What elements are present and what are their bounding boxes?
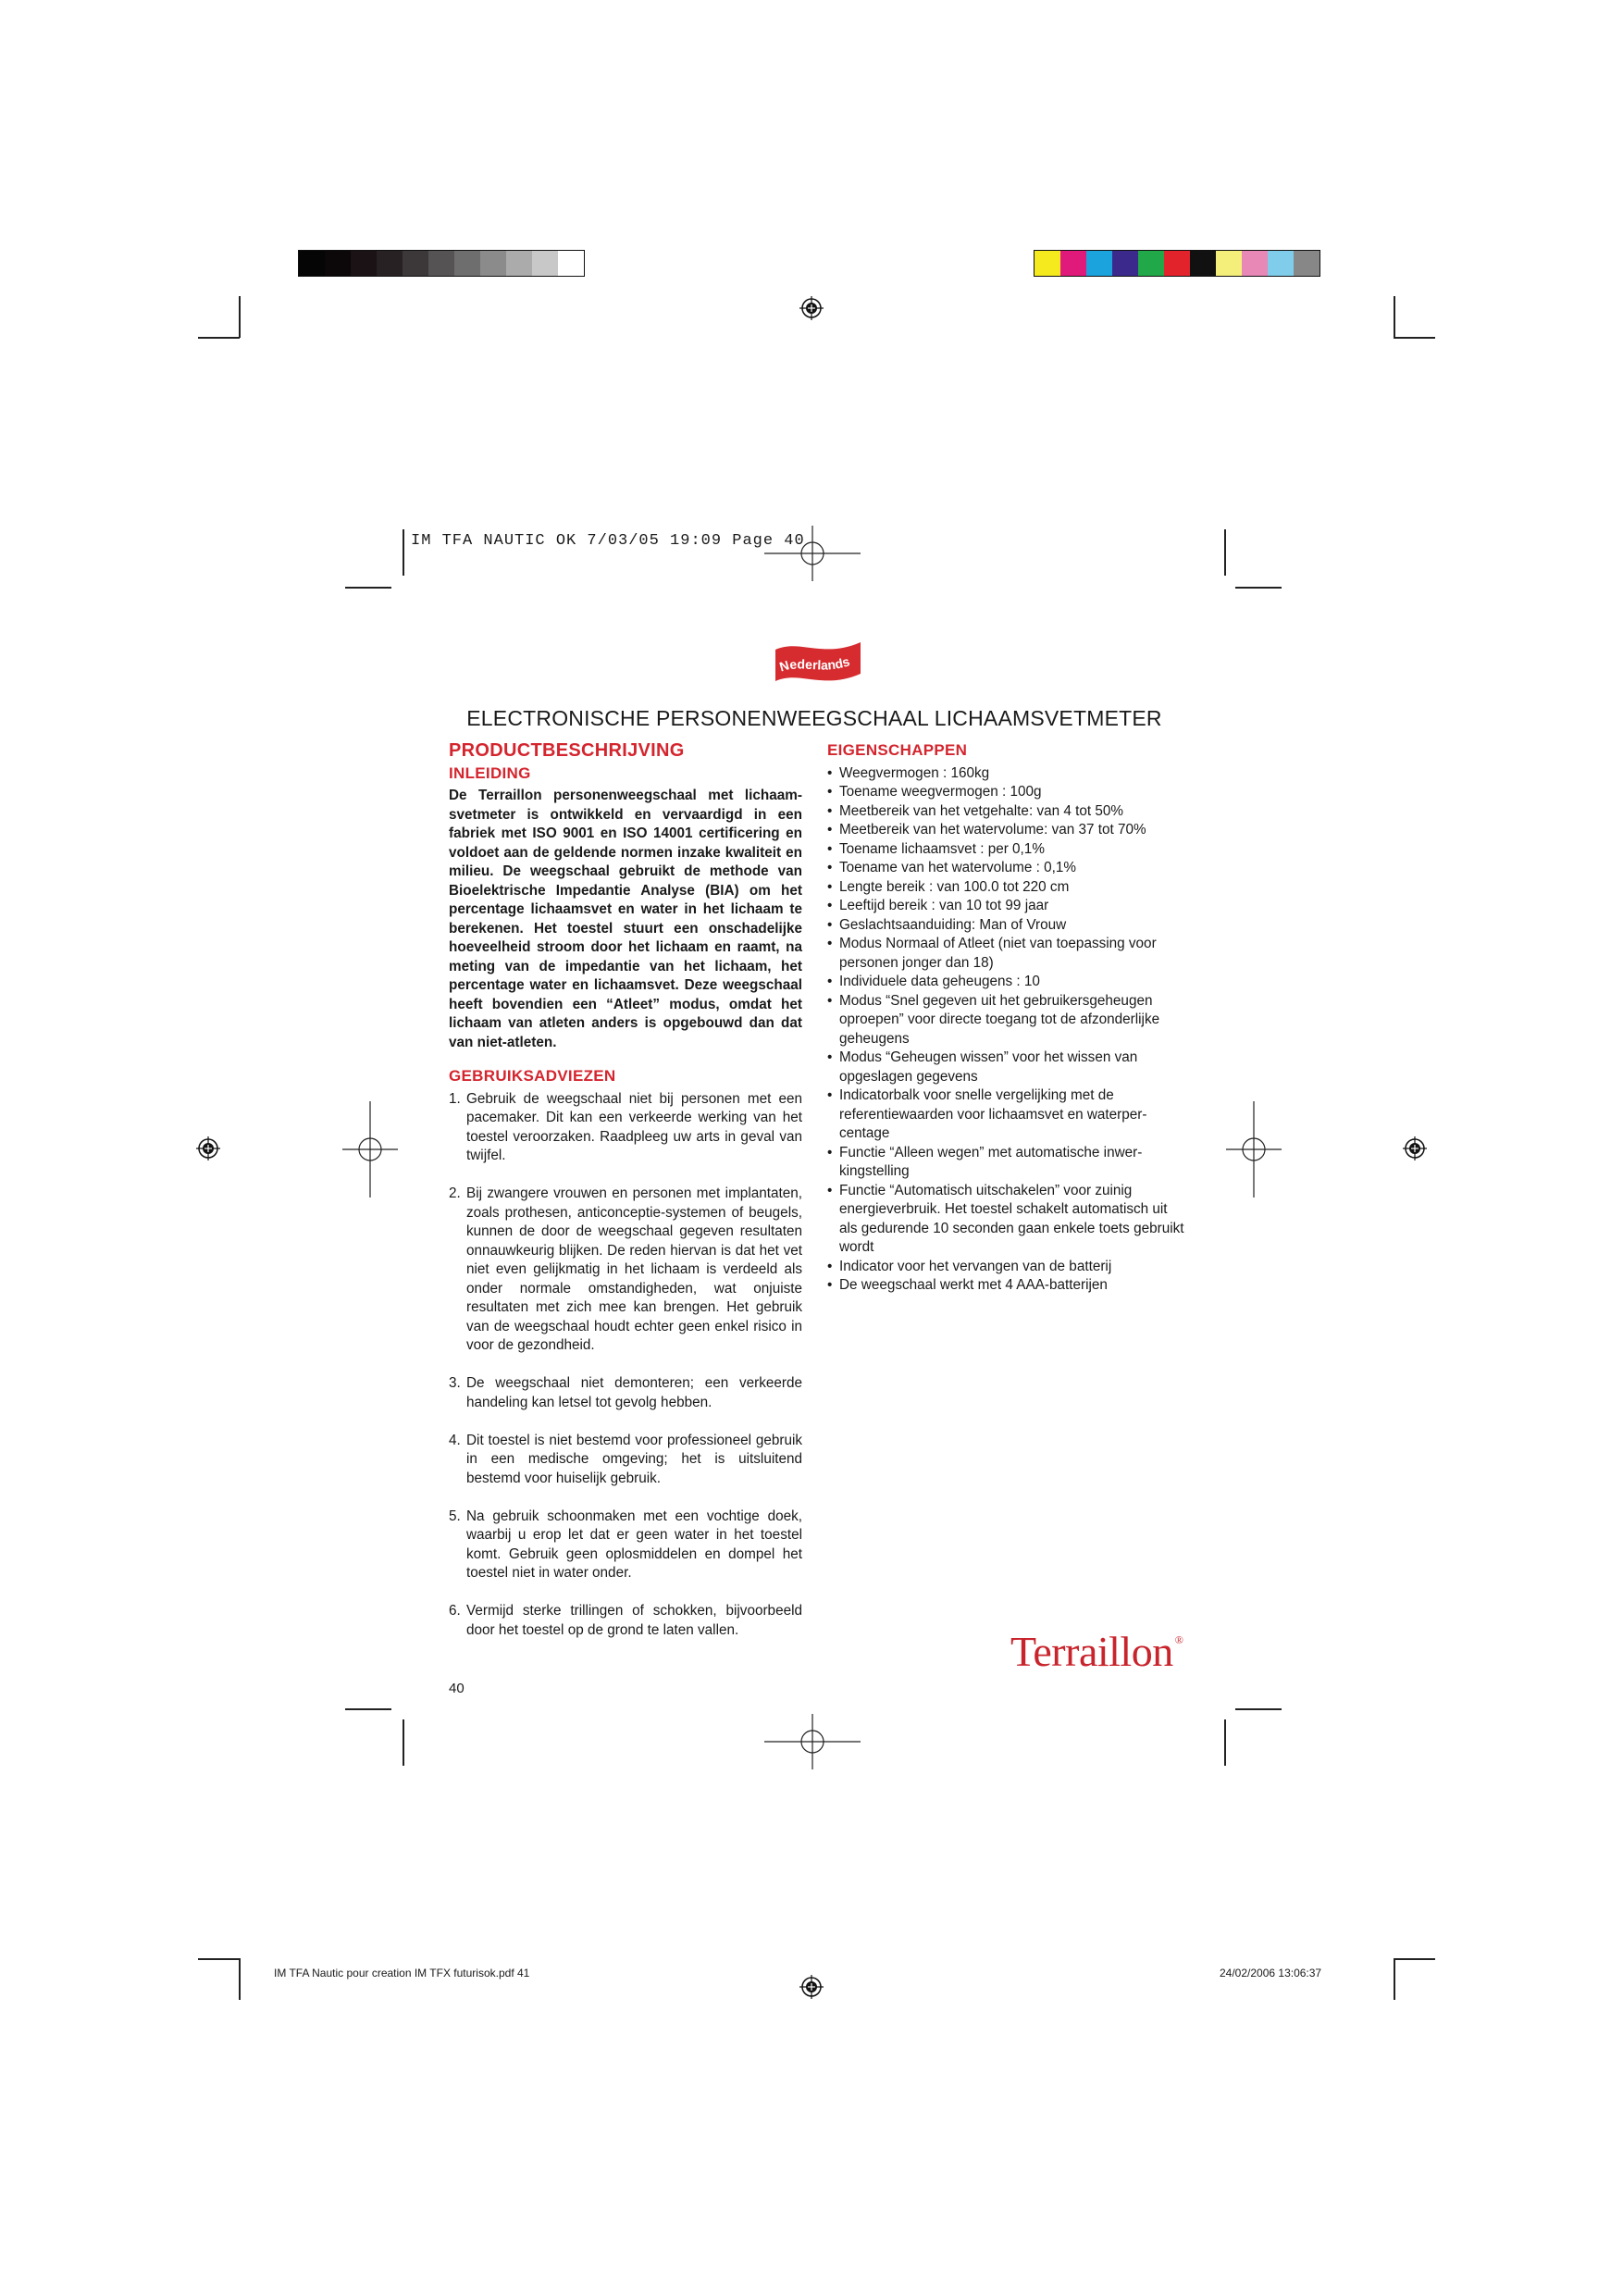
trim-mark — [1224, 529, 1226, 576]
crop-mark — [1394, 296, 1395, 338]
usage-advice-list — [449, 1090, 802, 1641]
crosshair-mark-icon — [1226, 1101, 1282, 1198]
property-item: • Toename lichaamsvet : per 0,1% — [827, 840, 1188, 860]
advice-text: De weegschaal niet demonteren; een verkeerde handeling kan letsel tot gevolg hebben. — [466, 1375, 802, 1410]
brand-name: Terraillon — [1010, 1628, 1173, 1675]
right-column — [827, 741, 1188, 1296]
property-item: • Leeftijd bereik : van 10 tot 99 jaar — [827, 897, 1188, 916]
color-swatch — [1112, 251, 1138, 276]
page-number: 40 — [449, 1681, 465, 1696]
trim-mark — [345, 587, 391, 589]
trim-mark — [345, 1708, 391, 1710]
usage-advice-heading: GEBRUIKSADVIEZEN — [449, 1067, 616, 1085]
property-item: • Modus “Snel gegeven uit het gebruikersgeheugen oproepen” voor directe toegang tot de afzonderlijke geheugens — [827, 992, 1188, 1049]
registration-mark-icon — [1403, 1136, 1427, 1160]
color-swatch — [506, 251, 532, 276]
color-swatch — [403, 251, 428, 276]
crosshair-mark-icon — [342, 1101, 398, 1198]
registration-mark-icon — [799, 1975, 824, 1999]
language-tab-icon — [772, 637, 864, 689]
property-item: • Meetbereik van het watervolume: van 37 tot 70% — [827, 821, 1188, 840]
property-item: • Modus “Geheugen wissen” voor het wissen van opgeslagen gegevens — [827, 1049, 1188, 1086]
registration-mark-icon — [196, 1136, 220, 1160]
registered-mark: ® — [1174, 1633, 1183, 1646]
advice-number: 6. — [449, 1603, 461, 1619]
trim-mark — [403, 529, 404, 576]
color-swatch — [377, 251, 403, 276]
process-color-bar — [1034, 250, 1320, 277]
properties-list — [827, 764, 1188, 1296]
color-swatch — [1060, 251, 1086, 276]
advice-number: 3. — [449, 1375, 461, 1391]
advice-number: 2. — [449, 1185, 461, 1201]
color-swatch — [1268, 251, 1294, 276]
trim-mark — [403, 1719, 404, 1766]
property-item: • Indicator voor het vervangen van de batterij — [827, 1258, 1188, 1277]
color-swatch — [532, 251, 558, 276]
registration-mark-icon — [799, 296, 824, 320]
advice-item — [449, 1602, 802, 1640]
color-swatch — [1190, 251, 1216, 276]
crop-mark — [1394, 1958, 1435, 1960]
left-column — [449, 741, 802, 1659]
advice-text: Bij zwangere vrouwen en personen met implantaten, zoals prothesen, anticonceptie-systemen of beugels, kunnen de door de weegschaal gegeven resultaten onnauwkeurig blijken. De reden hiervan is dat het vet niet even gelijkmatig in het lichaam is verdeeld als onder normale omstandigheden, wat onjuiste resultaten met zich mee kan brengen. Het gebruik van de weegschaal houdt echter geen enkel risico in voor de gezondheid. — [466, 1185, 802, 1353]
crop-mark — [1394, 337, 1435, 339]
property-item: • Indicatorbalk voor snelle vergelijking met de referentiewaarden voor lichaamsvet en waterpercentage — [827, 1086, 1188, 1144]
crop-mark — [1394, 1958, 1395, 2000]
color-swatch — [1086, 251, 1112, 276]
property-item: • Weegvermogen : 160kg — [827, 764, 1188, 784]
color-swatch — [558, 251, 584, 276]
slug-line: IM TFA NAUTIC OK 7/03/05 19:09 Page 40 — [411, 532, 805, 550]
crosshair-mark-icon — [764, 1714, 861, 1769]
color-swatch — [1035, 251, 1060, 276]
color-swatch — [325, 251, 351, 276]
color-swatch — [1294, 251, 1319, 276]
property-item: • Individuele data geheugens : 10 — [827, 973, 1188, 992]
crop-mark — [239, 296, 241, 338]
crop-mark — [198, 337, 240, 339]
footer-timestamp: 24/02/2006 13:06:37 — [1220, 1967, 1322, 1980]
color-swatch — [1138, 251, 1164, 276]
property-item: • De weegschaal werkt met 4 AAA-batterijen — [827, 1276, 1188, 1296]
color-swatch — [454, 251, 480, 276]
introduction-heading: INLEIDING — [449, 763, 531, 782]
property-item: • Toename van het watervolume : 0,1% — [827, 859, 1188, 878]
document-title: ELECTRONISCHE PERSONENWEEGSCHAAL LICHAAMSVETMETER — [466, 706, 1162, 730]
advice-number: 1. — [449, 1090, 461, 1107]
terraillon-logo — [1010, 1627, 1183, 1676]
advice-text: Dit toestel is niet bestemd voor professioneel gebruik in een medische omgeving; het is uitsluitend bestemd voor huiselijk gebruik. — [466, 1432, 802, 1486]
introduction-text: De Terraillon personenweegschaal met lichaamsvetmeter is ontwikkeld en vervaardigd in een fabriek met ISO 9001 en ISO 14001 certificering en voldoet aan de geldende normen inzake kwaliteit en milieu. De weegschaal gebruikt de methode van Bioelektrische Impedantie Analyse (BIA) om het percentage lichaamsvet en water in het lichaam te berekenen. Het toestel stuurt een onschadelijke hoeveelheid stroom door het lichaam en raamt, na meting van de impedantie van het lichaam, het percentage water en lichaamsvet. Deze weegschaal heeft bovendien een “Atleet” modus, omdat het lichaam van atleten anders is opgebouwd dan dat van niet-atleten. — [449, 788, 802, 1050]
properties-heading: EIGENSCHAPPEN — [827, 741, 968, 759]
advice-item — [449, 1508, 802, 1583]
property-item: • Geslachtsaanduiding: Man of Vrouw — [827, 916, 1188, 936]
advice-text: Na gebruik schoonmaken met een vochtige doek, waarbij u erop let dat er geen water in het toestel komt. Gebruik geen oplosmiddelen en dompel het toestel niet in water onder. — [466, 1508, 802, 1581]
color-swatch — [1164, 251, 1190, 276]
property-item: • Meetbereik van het vetgehalte: van 4 tot 50% — [827, 802, 1188, 822]
crop-mark — [198, 1958, 240, 1960]
product-description-heading: PRODUCTBESCHRIJVING — [449, 740, 685, 761]
advice-text: Gebruik de weegschaal niet bij personen met een pacemaker. Dit kan een verkeerde werking van het toestel veroorzaken. Raadpleeg uw arts in geval van twijfel. — [466, 1090, 802, 1163]
color-swatch — [1242, 251, 1268, 276]
color-swatch — [428, 251, 454, 276]
advice-item — [449, 1090, 802, 1166]
advice-text: Vermijd sterke trillingen of schokken, bijvoorbeeld door het toestel op de grond te laten vallen. — [466, 1603, 802, 1638]
property-item: • Functie “Automatisch uitschakelen” voor zuinig energieverbruik. Het toestel schakelt automatisch uit als gedurende 10 seconden gaan enkele toets gebruikt wordt — [827, 1182, 1188, 1258]
advice-item — [449, 1185, 802, 1356]
advice-number: 4. — [449, 1432, 461, 1448]
crop-mark — [239, 1958, 241, 2000]
property-item: • Modus Normaal of Atleet (niet van toepassing voor personen jonger dan 18) — [827, 935, 1188, 973]
property-item: • Lengte bereik : van 100.0 tot 220 cm — [827, 878, 1188, 898]
advice-item — [449, 1374, 802, 1412]
language-tab-label: Nederlands — [777, 653, 852, 675]
grayscale-color-bar — [298, 250, 585, 277]
color-swatch — [351, 251, 377, 276]
color-swatch — [480, 251, 506, 276]
property-item: • Toename weegvermogen : 100g — [827, 783, 1188, 802]
color-swatch — [299, 251, 325, 276]
footer-file-name: IM TFA Nautic pour creation IM TFX futurisok.pdf 41 — [274, 1967, 530, 1980]
advice-item — [449, 1432, 802, 1489]
trim-mark — [1235, 587, 1282, 589]
trim-mark — [1235, 1708, 1282, 1710]
property-item: • Functie “Alleen wegen” met automatische inwerkingstelling — [827, 1144, 1188, 1182]
trim-mark — [1224, 1719, 1226, 1766]
color-swatch — [1216, 251, 1242, 276]
advice-number: 5. — [449, 1508, 461, 1524]
